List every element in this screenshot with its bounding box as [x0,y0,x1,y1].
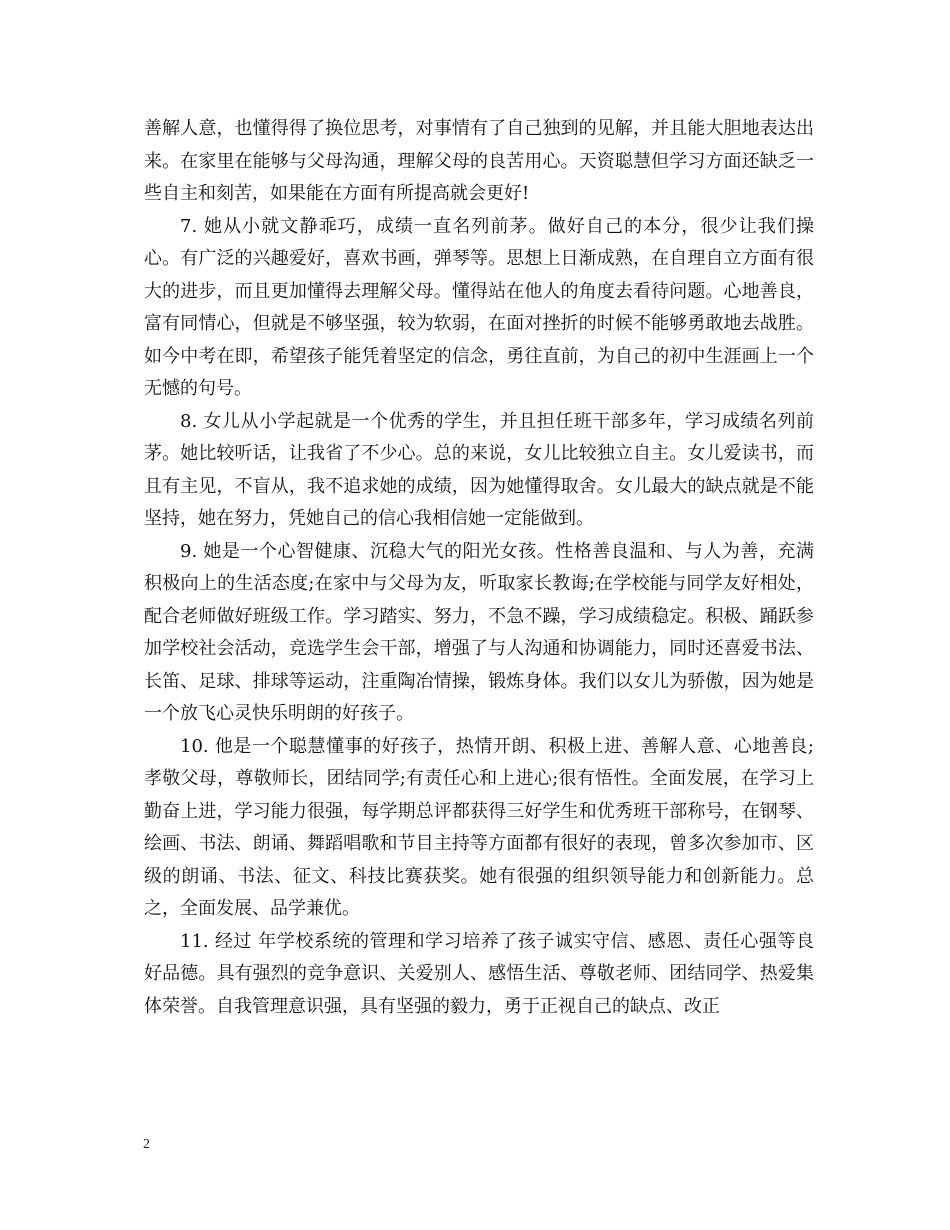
document-body [144,113,814,1023]
paragraph-item-9: 9. 她是一个心智健康、沉稳大气的阳光女孩。性格善良温和、与人为善，充满积极向上的生活态度;在家中与父母为友，听取家长教诲;在学校能与同学友好相处，配合老师做好班级工作。学习踏实、努力，不急不躁，学习成绩稳定。积极、踊跃参加学校社会活动，竞选学生会干部，增强了与人沟通和协调能力，同时还喜爱书法、长笛、足球、排球等运动，注重陶冶情操，锻炼身体。我们以女儿为骄傲，因为她是一个放飞心灵快乐明朗的好孩子。 [144,540,814,724]
paragraph-item-8: 8. 女儿从小学起就是一个优秀的学生，并且担任班干部多年，学习成绩名列前茅。她比较听话，让我省了不少心。总的来说，女儿比较独立自主。女儿爱读书，而且有主见，不盲从，我不追求她的成绩，因为她懂得取舍。女儿最大的缺点就是不能坚持，她在努力，凭她自己的信心我相信她一定能做到。 [144,410,814,529]
paragraph-item-7: 7. 她从小就文静乖巧，成绩一直名列前茅。做好自己的本分，很少让我们操心。有广泛的兴趣爱好，喜欢书画，弹琴等。思想上日渐成熟，在自理自立方面有很大的进步，而且更加懂得去理解父母。懂得站在他人的角度去看待问题。心地善良，富有同情心，但就是不够坚强，较为软弱，在面对挫折的时候不能够勇敢地去战胜。如今中考在即，希望孩子能凭着坚定的信念，勇往直前，为自己的初中生涯画上一个无憾的句号。 [144,215,814,399]
paragraph-continuation: 善解人意，也懂得得了换位思考，对事情有了自己独到的见解，并且能大胆地表达出来。在家里在能够与父母沟通，理解父母的良苦用心。天资聪慧但学习方面还缺乏一些自主和刻苦，如果能在方面有所提高就会更好! [144,118,814,204]
paragraph-item-10: 10. 他是一个聪慧懂事的好孩子，热情开朗、积极上进、善解人意、心地善良;孝敬父母，尊敬师长，团结同学;有责任心和上进心;很有悟性。全面发展，在学习上勤奋上进，学习能力很强，每学期总评都获得三好学生和优秀班干部称号，在钢琴、绘画、书法、朗诵、舞蹈唱歌和节目主持等方面都有很好的表现，曾多次参加市、区级的朗诵、书法、征文、科技比赛获奖。她有很强的组织领导能力和创新能力。总之，全面发展、品学兼优。 [144,735,814,919]
paragraph-item-11: 11. 经过 年学校系统的管理和学习培养了孩子诚实守信、感恩、责任心强等良好品德。具有强烈的竞争意识、关爱别人、感悟生活、尊敬老师、团结同学、热爱集体荣誉。自我管理意识强，具有坚强的毅力，勇于正视自己的缺点、改正 [144,930,814,1017]
page-number: 2 [143,1137,150,1152]
